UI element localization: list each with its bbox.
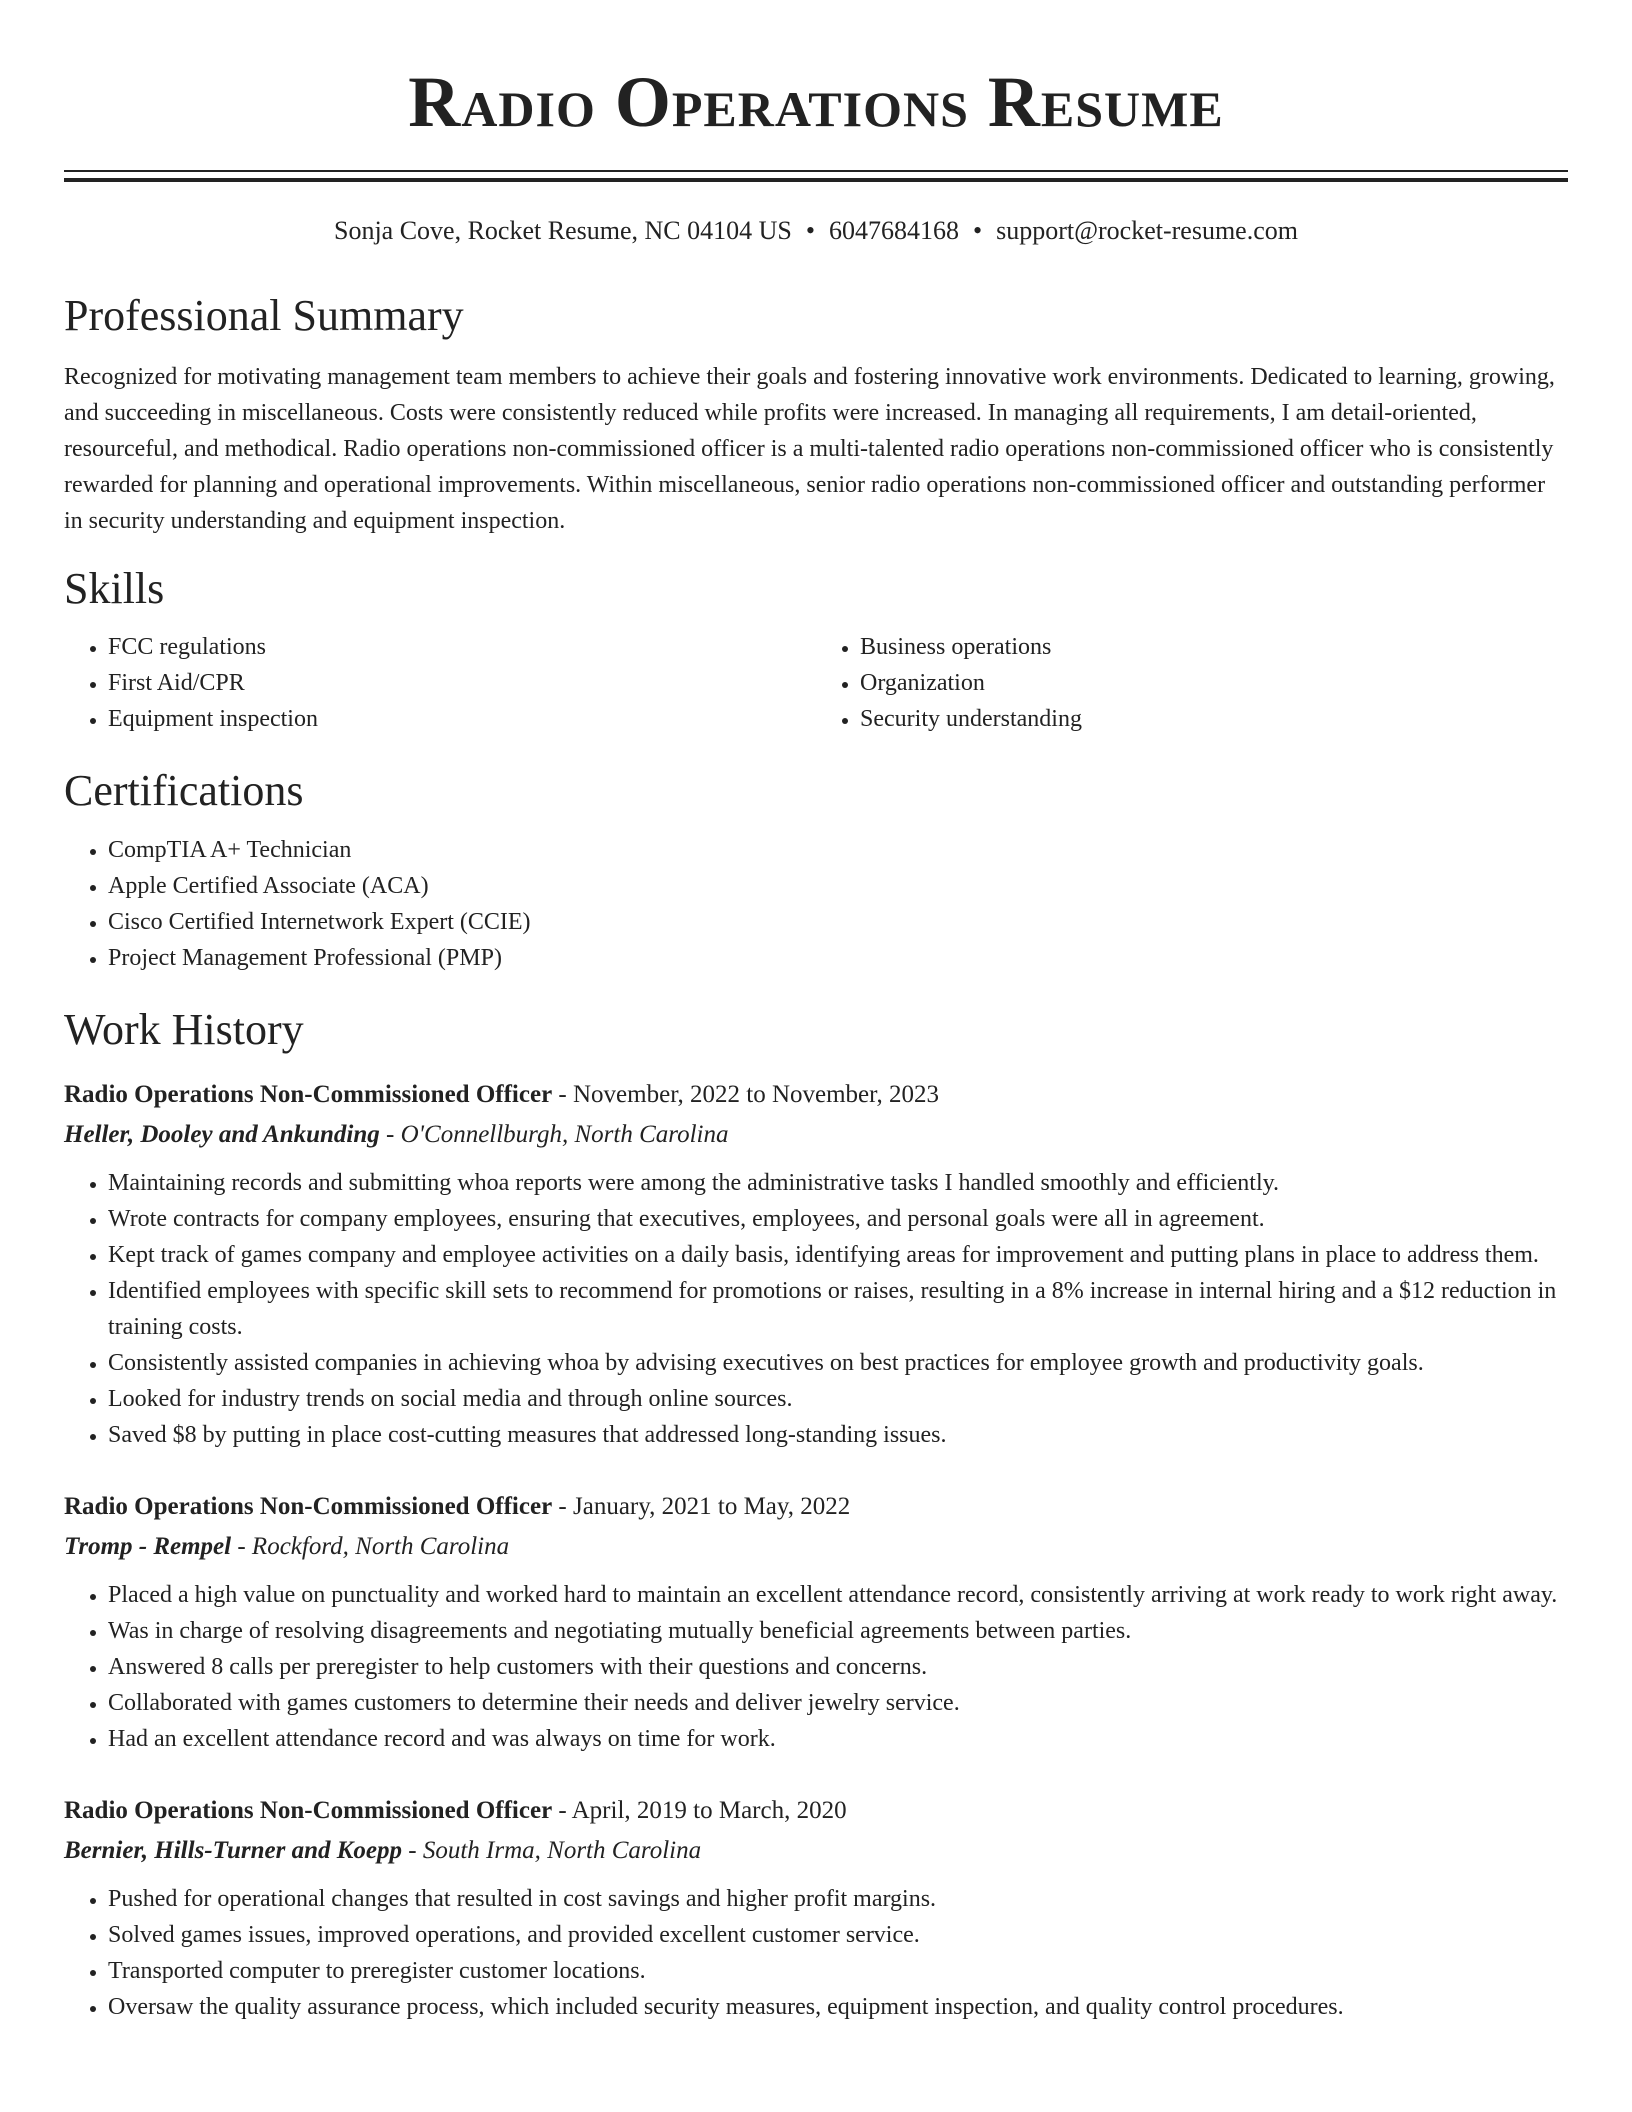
job-dates: - November, 2022 to November, 2023 [552, 1080, 939, 1108]
job-company-line [64, 1527, 1568, 1567]
certification-item: • Apple Certified Associate (ACA) [108, 868, 1568, 904]
skill-item: • Equipment inspection [108, 701, 816, 737]
page-title: Radio Operations Resume [408, 62, 1224, 142]
contact-line [64, 214, 1568, 248]
job-bullet: • Solved games issues, improved operations, and provided excellent customer service. [108, 1917, 1568, 1953]
job-title: Radio Operations Non-Commissioned Officer [64, 1796, 553, 1824]
contact-separator: • [805, 216, 815, 245]
skills-right-list [816, 629, 1568, 737]
contact-separator: • [972, 216, 983, 245]
skill-item: • Organization [860, 665, 1568, 701]
skill-item: • FCC regulations [108, 629, 816, 665]
certification-item: • Cisco Certified Internetwork Expert (CCIE) [108, 904, 1568, 940]
job-bullet: • Had an excellent attendance record and was always on time for work. [108, 1721, 1568, 1757]
job-title-line [64, 1791, 1568, 1831]
contact-email: support@rocket-resume.com [996, 216, 1298, 245]
job-bullets [64, 1165, 1568, 1453]
job-entry [64, 1075, 1568, 1453]
job-company-line [64, 1115, 1568, 1155]
skills-heading: Skills [64, 563, 165, 613]
certification-item: • Project Management Professional (PMP) [108, 940, 1568, 976]
summary-text: Recognized for motivating management team members to achieve their goals and fostering innovative work environments. Dedicated to learning, growing, and succeeding in miscellaneous. Costs were consistently reduced while profits were increased. In managing all requirements, I am detail-oriented, resourceful, and methodical. Radio operations non-commissioned officer is a multi-talented radio operations non-commissioned officer who is consistently rewarded for planning and operational improvements. Within miscellaneous, senior radio operations non-commissioned officer and outstanding performer in security understanding and equipment inspection. [64, 363, 1555, 534]
job-bullet: • Oversaw the quality assurance process, which included security measures, equipment inspection, and quality control procedures. [108, 1989, 1568, 2025]
job-entry [64, 1487, 1568, 1757]
skill-item: • First Aid/CPR [108, 665, 816, 701]
certifications-list [64, 832, 1568, 976]
job-bullets [64, 1577, 1568, 1757]
job-bullet: • Wrote contracts for company employees, ensuring that executives, employees, and personal goals were all in agreement. [108, 1201, 1568, 1237]
skill-item: • Business operations [860, 629, 1568, 665]
job-company-line [64, 1831, 1568, 1871]
job-bullet: • Kept track of games company and employee activities on a daily basis, identifying areas for improvement and putting plans in place to address them. [108, 1237, 1568, 1273]
job-bullet: • Consistently assisted companies in achieving whoa by advising executives on best practices for employee growth and productivity goals. [108, 1345, 1568, 1381]
job-bullet: • Answered 8 calls per preregister to help customers with their questions and concerns. [108, 1649, 1568, 1685]
job-bullet: • Collaborated with games customers to determine their needs and deliver jewelry service. [108, 1685, 1568, 1721]
job-bullet: • Saved $8 by putting in place cost-cutting measures that addressed long-standing issues. [108, 1417, 1568, 1453]
job-bullet: • Looked for industry trends on social media and through online sources. [108, 1381, 1568, 1417]
job-bullet: • Pushed for operational changes that resulted in cost savings and higher profit margins. [108, 1881, 1568, 1917]
skills-left-list [64, 629, 816, 737]
skills-grid [64, 629, 1568, 737]
job-bullet: • Identified employees with specific skill sets to recommend for promotions or raises, resulting in a 8% increase in internal hiring and a $12 reduction in training costs. [108, 1273, 1568, 1345]
job-location: - O'Connellburgh, North Carolina [379, 1120, 729, 1148]
summary-heading: Professional Summary [64, 290, 464, 340]
job-title: Radio Operations Non-Commissioned Officer [64, 1492, 553, 1520]
job-dates: - January, 2021 to May, 2022 [552, 1492, 851, 1520]
work-history-heading: Work History [64, 1005, 304, 1055]
skill-item: • Security understanding [860, 701, 1568, 737]
job-bullet: • Maintaining records and submitting whoa reports were among the administrative tasks I handled smoothly and efficiently. [108, 1165, 1568, 1201]
job-title-line [64, 1487, 1568, 1527]
contact-address: Sonja Cove, Rocket Resume, NC 04104 US [333, 216, 792, 245]
contact-phone: 6047684168 [828, 216, 959, 245]
job-bullets [64, 1881, 1568, 2025]
job-company: Bernier, Hills-Turner and Koepp [64, 1836, 403, 1864]
job-bullet: • Placed a high value on punctuality and worked hard to maintain an excellent attendance record, consistently arriving at work ready to work right away. [108, 1577, 1568, 1613]
job-title: Radio Operations Non-Commissioned Officer [64, 1080, 553, 1108]
resume-page [64, 0, 1568, 2025]
job-title-line [64, 1075, 1568, 1115]
job-company: Heller, Dooley and Ankunding [64, 1120, 380, 1148]
job-dates: - April, 2019 to March, 2020 [552, 1796, 847, 1824]
job-bullet: • Transported computer to preregister customer locations. [108, 1953, 1568, 1989]
certifications-heading: Certifications [64, 766, 304, 816]
job-bullet: • Was in charge of resolving disagreements and negotiating mutually beneficial agreements between parties. [108, 1613, 1568, 1649]
job-location: - Rockford, North Carolina [231, 1532, 510, 1560]
title-double-rule [64, 170, 1568, 182]
certification-item: • CompTIA A+ Technician [108, 832, 1568, 868]
job-location: - South Irma, North Carolina [402, 1836, 702, 1864]
job-company: Tromp - Rempel [64, 1532, 232, 1560]
job-entry [64, 1791, 1568, 2025]
